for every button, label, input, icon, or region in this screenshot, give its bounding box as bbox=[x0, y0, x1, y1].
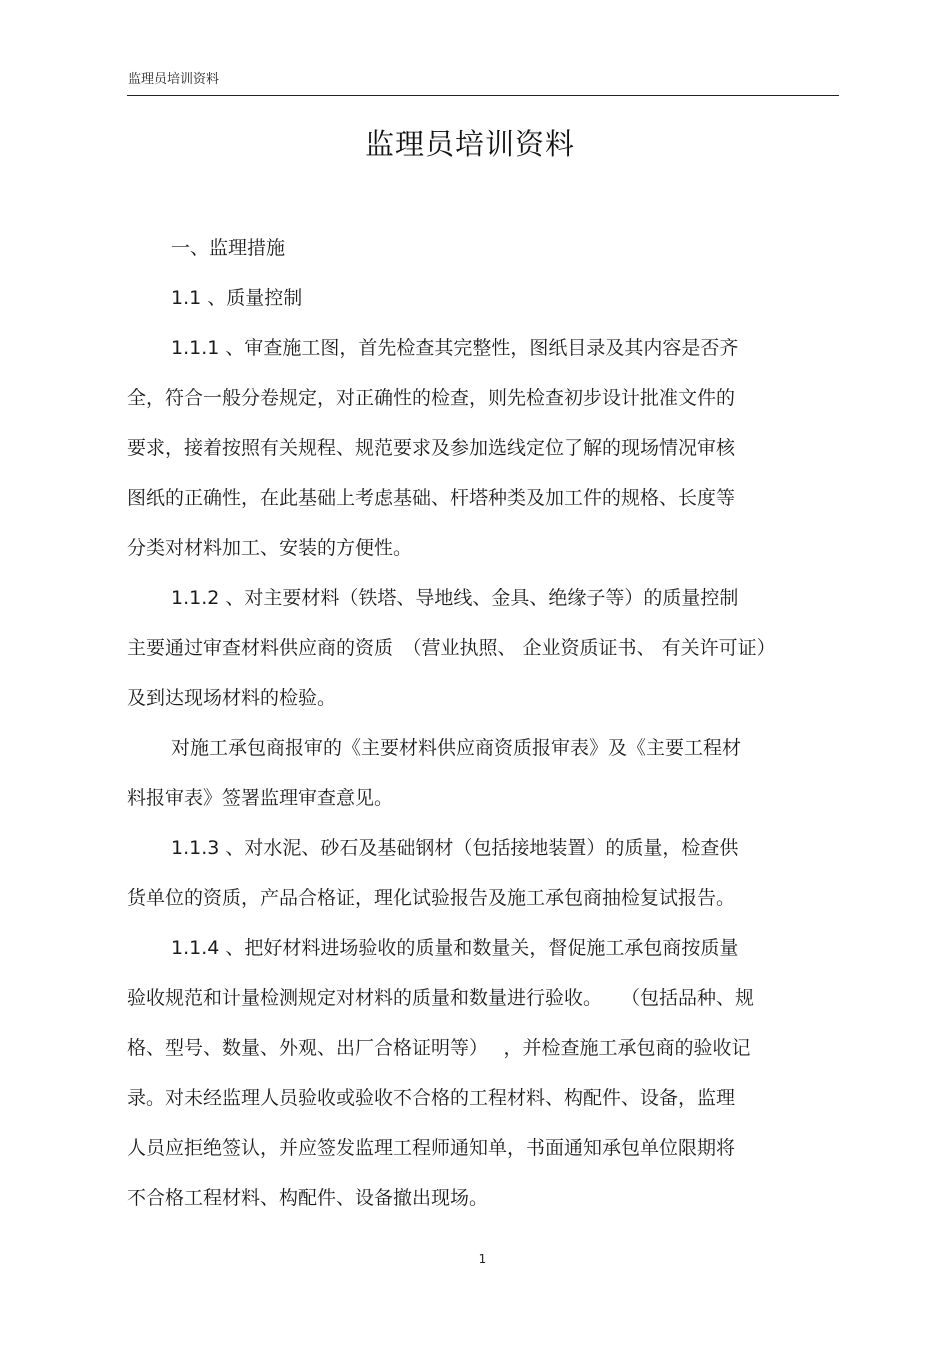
running-header: 监理员培训资料 bbox=[128, 72, 220, 87]
section-heading-text: 一、监理措施 bbox=[171, 237, 286, 259]
header-rule bbox=[127, 95, 839, 96]
paragraph-line: 要求，接着按照有关规程、规范要求及参加选线定位了解的现场情况审核 bbox=[127, 437, 736, 459]
subsection-heading bbox=[127, 273, 839, 323]
paragraph-line: 格、型号、数量、外观、出厂合格证明等） ，并检查施工承包商的验收记 bbox=[127, 1037, 751, 1059]
paragraph-line: 1.1.1 、审查施工图，首先检查其完整性，图纸目录及其内容是否齐 bbox=[171, 337, 739, 359]
subsection-heading-text: 1.1 、质量控制 bbox=[171, 287, 303, 309]
paragraph-line: 验收规范和计量检测规定对材料的质量和数量进行验收。 （包括品种、规 bbox=[127, 987, 755, 1009]
paragraph-line: 录。对未经监理人员验收或验收不合格的工程材料、构配件、设备，监理 bbox=[127, 1087, 736, 1109]
paragraph-line: 全，符合一般分卷规定，对正确性的检查，则先检查初步设计批准文件的 bbox=[127, 387, 736, 409]
paragraph-line: 分类对材料加工、安装的方便性。 bbox=[127, 537, 413, 559]
paragraph-line: 货单位的资质，产品合格证，理化试验报告及施工承包商抽检复试报告。 bbox=[127, 887, 736, 909]
paragraph-1-1-1 bbox=[127, 323, 839, 573]
section-heading bbox=[127, 223, 839, 273]
paragraph-1-1-4 bbox=[127, 923, 839, 1223]
paragraph-line: 1.1.4 、把好材料进场验收的质量和数量关，督促施工承包商按质量 bbox=[171, 937, 739, 959]
paragraph-line: 人员应拒绝签认，并应签发监理工程师通知单，书面通知承包单位限期将 bbox=[127, 1137, 736, 1159]
paragraph-1-1-3 bbox=[127, 823, 839, 923]
paragraph-line: 主要通过审查材料供应商的资质 （营业执照、 企业资质证书、 有关许可证） bbox=[127, 637, 776, 659]
page-number: 1 bbox=[478, 1252, 487, 1266]
paragraph-line: 图纸的正确性，在此基础上考虑基础、杆塔种类及加工件的规格、长度等 bbox=[127, 487, 736, 509]
paragraph-line: 1.1.3 、对水泥、砂石及基础钢材（包括接地装置）的质量，检查供 bbox=[171, 837, 739, 859]
paragraph-material-review bbox=[127, 723, 839, 823]
document-title: 监理员培训资料 bbox=[364, 127, 575, 161]
paragraph-line: 1.1.2 、对主要材料（铁塔、导地线、金具、绝缘子等）的质量控制 bbox=[171, 587, 739, 609]
paragraph-line: 对施工承包商报审的《主要材料供应商资质报审表》及《主要工程材 bbox=[171, 737, 742, 759]
paragraph-1-1-2 bbox=[127, 573, 839, 723]
paragraph-line: 料报审表》签署监理审查意见。 bbox=[127, 787, 394, 809]
paragraph-line: 不合格工程材料、构配件、设备撤出现场。 bbox=[127, 1187, 489, 1209]
document-body bbox=[127, 223, 839, 1223]
paragraph-line: 及到达现场材料的检验。 bbox=[127, 687, 337, 709]
